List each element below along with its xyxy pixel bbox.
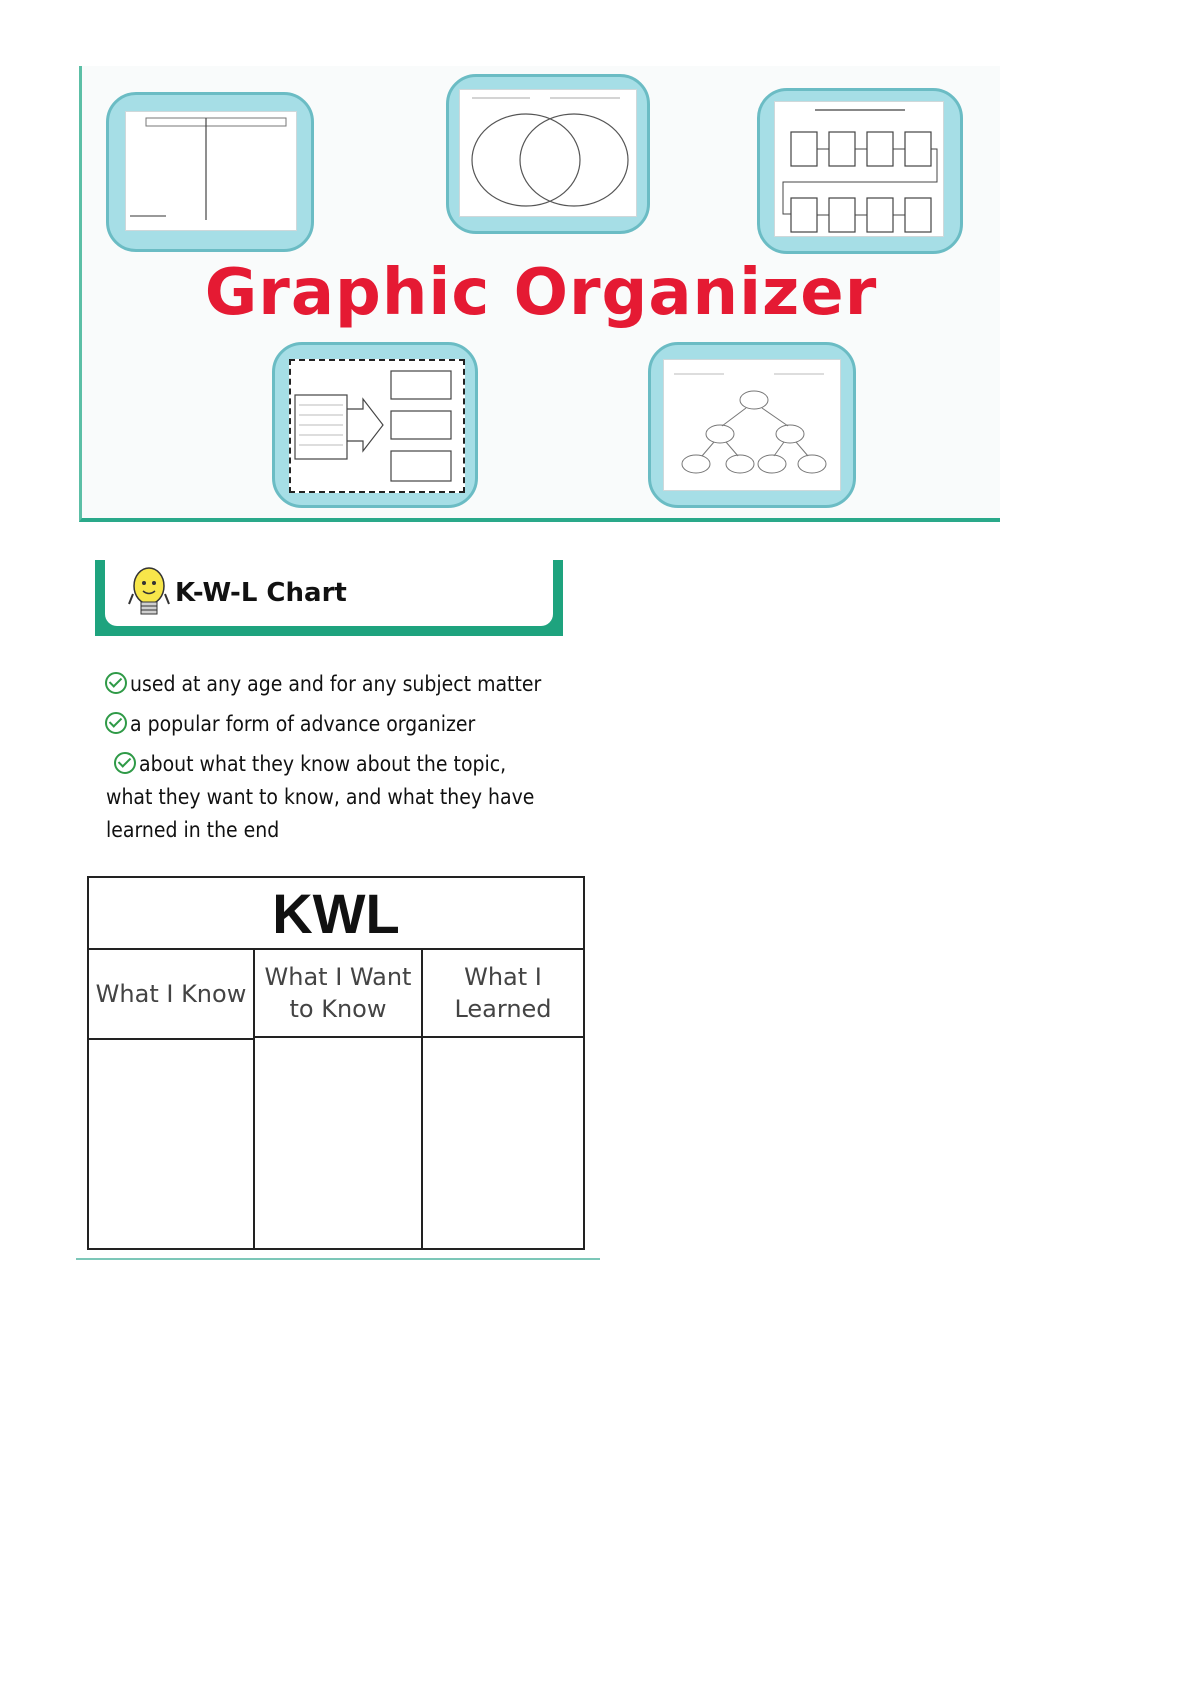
- kwl-table-title: KWL: [89, 878, 583, 950]
- bullet-text: used at any age and for any subject matter: [130, 672, 542, 696]
- column-header-learned: What I Learned: [423, 950, 583, 1038]
- kwl-table: [87, 876, 585, 1250]
- check-circle-icon: [114, 752, 136, 774]
- graphic-organizer-panel: [79, 66, 1000, 522]
- cause-effect-icon: [291, 361, 463, 491]
- cause-effect-thumbnail: [272, 342, 478, 508]
- bullet-item: [105, 708, 555, 741]
- divider-line: [76, 1258, 600, 1260]
- bullet-item: [105, 668, 555, 701]
- column-header-want-to-know: What I Want to Know: [255, 950, 421, 1038]
- t-chart-icon: [126, 112, 296, 230]
- sequence-chart-thumbnail: [757, 88, 963, 254]
- venn-diagram-icon: [460, 90, 636, 216]
- column-cell-want-to-know[interactable]: [255, 1040, 421, 1248]
- bullet-text: a popular form of advance organizer: [130, 712, 476, 736]
- kwl-chart-title: K-W-L Chart: [175, 578, 347, 608]
- bullet-item: [106, 748, 556, 847]
- column-divider: [253, 950, 255, 1248]
- column-cell-learned[interactable]: [423, 1040, 583, 1248]
- column-header-know: What I Know: [89, 950, 253, 1040]
- tree-diagram-thumbnail: [648, 342, 856, 508]
- t-chart-thumbnail: [106, 92, 314, 252]
- tree-diagram-icon: [664, 360, 840, 490]
- venn-diagram-thumbnail: [446, 74, 650, 234]
- column-divider: [421, 950, 423, 1248]
- column-cell-know[interactable]: [89, 1040, 253, 1248]
- check-circle-icon: [105, 712, 127, 734]
- check-circle-icon: [105, 672, 127, 694]
- graphic-organizer-title: Graphic Organizer: [204, 256, 878, 330]
- lightbulb-icon: [127, 564, 171, 624]
- sequence-chart-icon: [775, 102, 943, 236]
- bullet-text: about what they know about the topic, what they want to know, and what they have learned in the end: [106, 752, 535, 842]
- kwl-chart-header: [95, 560, 563, 636]
